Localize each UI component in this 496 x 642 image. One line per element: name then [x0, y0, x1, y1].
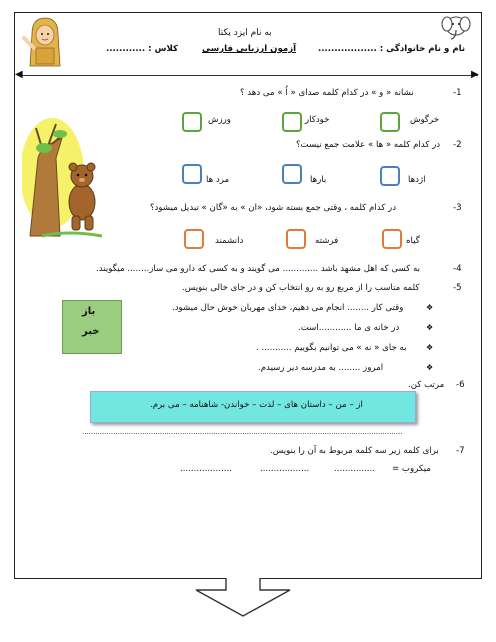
q3-option-2: فرشته — [315, 236, 339, 246]
q7-text: برای کلمه زیر سه کلمه مربوط به آن را بنویس. — [270, 446, 439, 456]
q2-text: در کدام کلمه « ها » علامت جمع نیست؟ — [296, 140, 441, 150]
q1-option-1-checkbox[interactable] — [380, 112, 400, 132]
q1-option-2-checkbox[interactable] — [282, 112, 302, 132]
q1-option-1: خرگوش — [410, 115, 440, 125]
q2-number: 2- — [453, 140, 462, 150]
student-name-label: نام و نام خانوادگی : .................. — [318, 44, 466, 54]
q2-option-1: اژدها — [408, 175, 426, 185]
q2-option-2: بارها — [310, 175, 327, 185]
q6-words: از – من – داستان های – لذت – خواندن- شاهنامه – می برم. — [150, 400, 363, 410]
q7-blank-3[interactable]: ................... — [180, 464, 232, 474]
q6-number: 6- — [456, 380, 465, 390]
q2-option-3: مرد ها — [206, 175, 230, 185]
q3-option-3-checkbox[interactable] — [184, 229, 204, 249]
q7-blank-2[interactable]: .................. — [260, 464, 310, 474]
down-arrow-icon — [188, 576, 298, 618]
diamond-bullet-icon: ❖ — [426, 343, 434, 352]
elephant-logo — [440, 12, 474, 42]
q2-option-1-checkbox[interactable] — [380, 166, 400, 186]
q4-number: 4- — [453, 264, 462, 274]
diamond-bullet-icon: ❖ — [426, 363, 434, 372]
q6-answer-line[interactable]: ................................................................................................................................................ — [82, 428, 403, 436]
q2-option-2-checkbox[interactable] — [282, 164, 302, 184]
q6-text: مرتب کن. — [408, 380, 445, 390]
q3-text: در کدام کلمه ، وقتی جمع بسته شود، «ان » به «گان » تبدیل میشود؟ — [150, 203, 397, 213]
q1-number: 1- — [453, 88, 462, 98]
q7-word: میکروب = — [392, 464, 431, 474]
q5-item-4: امروز ........ به مدرسه دیر رسیدم. — [258, 363, 384, 373]
q3-option-1-checkbox[interactable] — [382, 229, 402, 249]
q4-text: به کسی که اهل مشهد باشد ............. می گویند و به کسی که دارو می ساز........ میگویند. — [96, 264, 421, 274]
header-separator — [18, 75, 478, 76]
exam-title: آزمون ارزیابی فارسی — [202, 44, 297, 54]
q5-number: 5- — [453, 283, 462, 293]
q3-option-2-checkbox[interactable] — [286, 229, 306, 249]
diamond-bullet-icon: ❖ — [426, 323, 434, 332]
q7-blank-1[interactable]: ............... — [334, 464, 375, 474]
q5-choice-2: خبر — [82, 326, 100, 337]
q3-option-1: گیاه — [406, 236, 420, 246]
q5-item-2: در خانه ی ما ............است. — [298, 323, 400, 333]
diamond-bullet-icon: ❖ — [426, 303, 434, 312]
q5-item-3: به جای « نه » می توانیم بگوییم ........... . — [256, 343, 407, 353]
q1-option-2: خودکار — [305, 115, 330, 125]
q5-choice-1: باز — [82, 306, 96, 317]
girl-student-illustration — [22, 14, 68, 68]
arrow-right-icon: ▶ — [471, 69, 479, 80]
q1-option-3: ورزش — [208, 115, 231, 125]
q3-option-3: دانشمند — [215, 236, 244, 246]
arrow-left-icon: ◀ — [15, 69, 23, 80]
bear-tree-illustration — [22, 118, 114, 242]
q1-option-3-checkbox[interactable] — [182, 112, 202, 132]
q2-option-3-checkbox[interactable] — [182, 164, 202, 184]
q7-number: 7- — [456, 446, 465, 456]
q1-text: نشانه « و » در کدام کلمه صدای « اُ » می دهد ؟ — [240, 88, 414, 98]
class-label: کلاس : ............ — [106, 44, 178, 54]
q3-number: 3- — [453, 203, 462, 213]
q5-item-1: وقتی کار ........ انجام می دهیم، خدای مهربان خوش حال میشود. — [172, 303, 404, 313]
q5-text: کلمه مناسب را از مربع رو به رو انتخاب کن و در جای خالی بنویس. — [182, 283, 420, 293]
basmala: به نام ایزد یکتا — [218, 28, 272, 38]
